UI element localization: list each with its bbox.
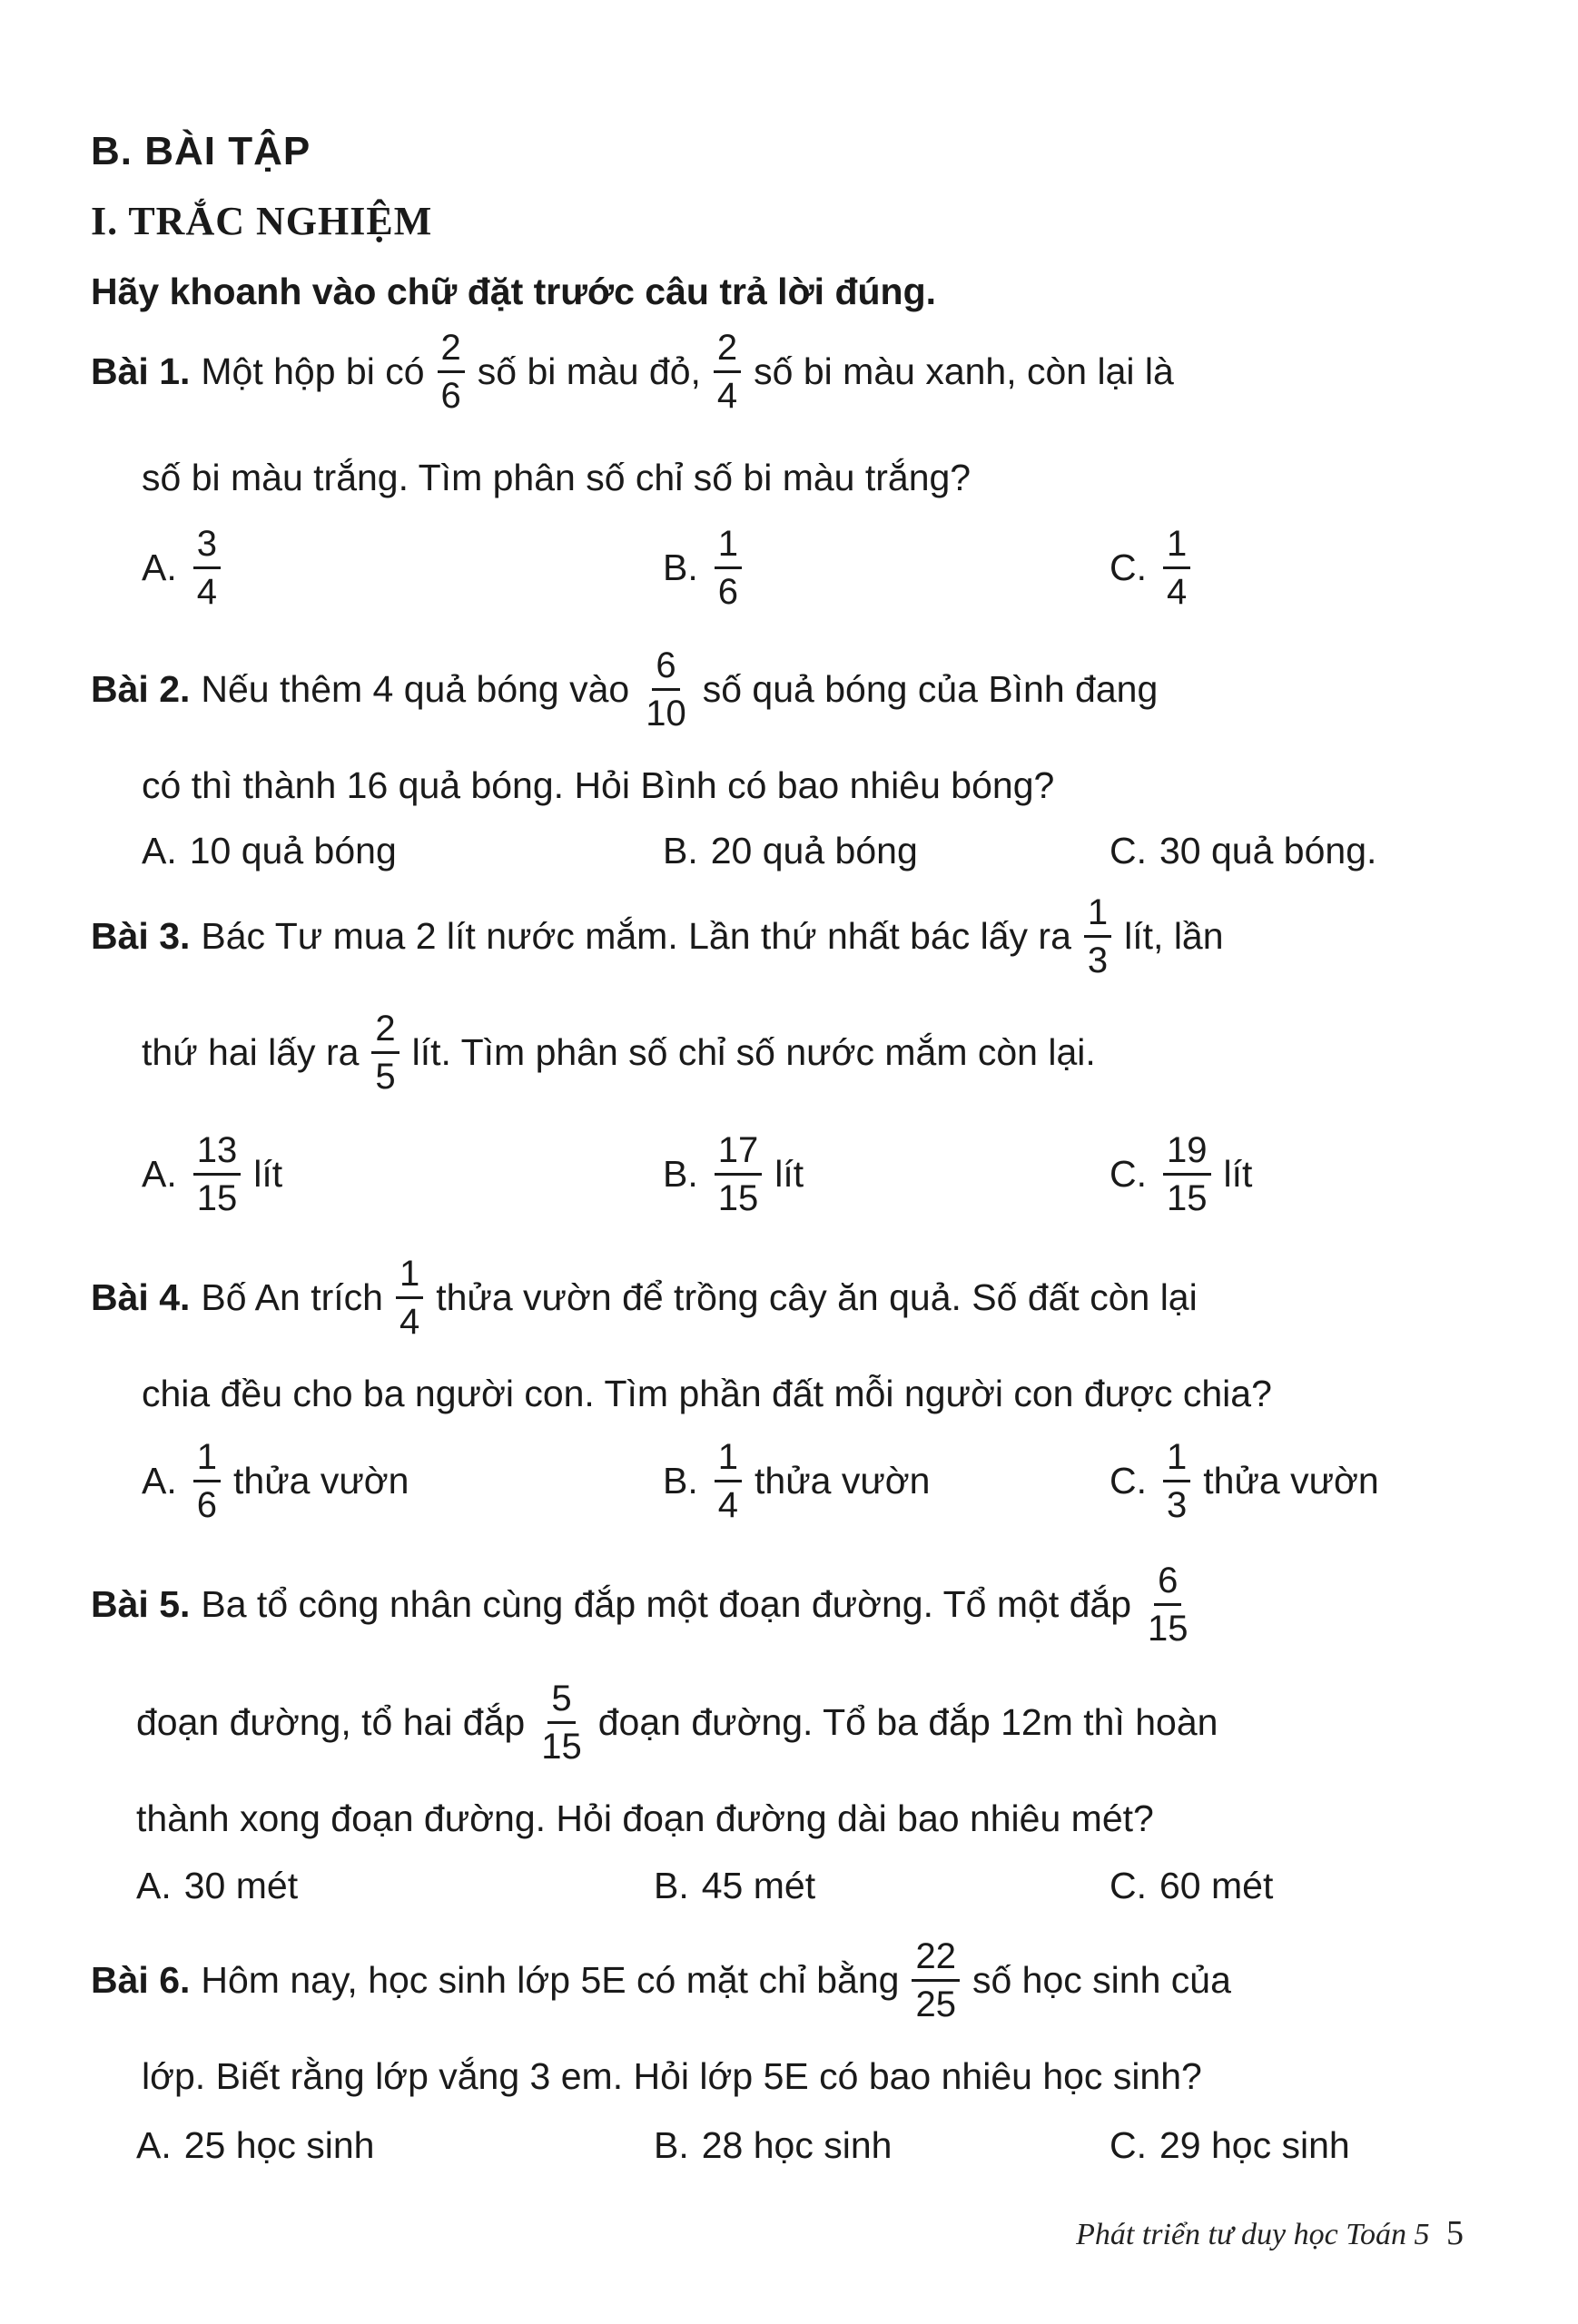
fraction: [1163, 525, 1190, 611]
problem-label: Bài 1.: [91, 350, 191, 392]
book-title: Phát triển tư duy học Toán 5: [1076, 2218, 1430, 2251]
option-letter: B.: [654, 2124, 689, 2166]
problem-text: lít, lần: [1124, 915, 1224, 957]
problem-3-line-1: [91, 893, 1224, 980]
problem-text: thửa vườn để trồng cây ăn quả. Số đất còn lại: [436, 1276, 1198, 1318]
option-a[interactable]: [136, 1865, 298, 1907]
fraction: [193, 1131, 242, 1217]
option-letter: C.: [1110, 830, 1147, 872]
fraction-denominator: 6: [196, 1485, 217, 1525]
fraction-denominator: 15: [1148, 1609, 1188, 1649]
fraction-numerator: 17: [715, 1131, 763, 1176]
option-a[interactable]: [136, 2124, 374, 2167]
page-footer: [1076, 2213, 1464, 2253]
option-letter: C.: [1110, 1153, 1147, 1195]
option-b[interactable]: [663, 830, 918, 872]
option-b[interactable]: [663, 525, 754, 611]
fraction: [1163, 1131, 1211, 1217]
option-letter: A.: [142, 547, 177, 588]
fraction-numerator: 5: [547, 1679, 575, 1724]
option-a[interactable]: [142, 1438, 409, 1524]
problem-label: Bài 3.: [91, 915, 191, 957]
problem-text: Một hộp bi có: [201, 350, 425, 392]
problem-text: Bố An trích: [201, 1276, 383, 1318]
problem-label: Bài 6.: [91, 1959, 191, 2001]
problem-2-line-1: [91, 646, 1158, 733]
fraction-denominator: 4: [399, 1302, 420, 1342]
fraction-denominator: 5: [375, 1057, 396, 1097]
problem-5-line-2: [136, 1679, 1218, 1766]
fraction-denominator: 15: [196, 1178, 238, 1218]
option-a[interactable]: [142, 830, 397, 872]
fraction-denominator: 4: [1167, 572, 1188, 612]
fraction-numerator: 1: [715, 1438, 742, 1482]
problem-2-line-2: có thì thành 16 quả bóng. Hỏi Bình có bao nhiêu bóng?: [142, 764, 1055, 806]
fraction: [371, 1009, 399, 1096]
fraction-denominator: 3: [1167, 1485, 1188, 1525]
fraction: [912, 1937, 960, 2024]
fraction: [715, 1438, 742, 1524]
problem-6-line-2: lớp. Biết rằng lớp vắng 3 em. Hỏi lớp 5E có bao nhiêu học sinh?: [142, 2055, 1202, 2097]
problem-text: số bi màu xanh, còn lại là: [754, 350, 1174, 392]
option-letter: A.: [142, 1460, 177, 1502]
option-text: 30 mét: [183, 1865, 299, 1906]
fraction-denominator: 4: [716, 376, 738, 416]
option-text: 28 học sinh: [701, 2124, 893, 2166]
option-letter: C.: [1110, 2124, 1147, 2166]
option-text: 20 quả bóng: [710, 830, 918, 872]
option-letter: B.: [663, 830, 698, 872]
problem-text: đoạn đường, tổ hai đắp: [136, 1701, 526, 1743]
option-b[interactable]: [654, 2124, 892, 2167]
option-c[interactable]: [1110, 1131, 1252, 1217]
fraction-numerator: 1: [1084, 893, 1111, 938]
fraction-numerator: 13: [193, 1131, 242, 1176]
fraction-denominator: 6: [440, 376, 461, 416]
fraction-numerator: 1: [1163, 525, 1190, 569]
option-a[interactable]: [142, 1131, 282, 1217]
fraction-numerator: 6: [1154, 1561, 1181, 1606]
problem-4-line-2: chia đều cho ba người con. Tìm phần đất mỗi người con được chia?: [142, 1373, 1272, 1414]
part-title: I. TRẮC NGHIỆM: [91, 199, 433, 243]
fraction-numerator: 22: [912, 1937, 960, 1982]
fraction: [1163, 1438, 1190, 1524]
option-letter: B.: [654, 1865, 689, 1906]
section-title: B. BÀI TẬP: [91, 129, 311, 173]
problem-label: Bài 2.: [91, 668, 191, 710]
option-b[interactable]: [654, 1865, 815, 1907]
problem-5-line-3: thành xong đoạn đường. Hỏi đoạn đường dài bao nhiêu mét?: [136, 1797, 1154, 1839]
fraction: [193, 1438, 221, 1524]
fraction-denominator: 4: [717, 1485, 738, 1525]
problem-text: số học sinh của: [971, 1959, 1231, 2001]
option-letter: A.: [142, 830, 177, 872]
problem-5-line-1: [91, 1561, 1205, 1648]
problem-4-line-1: [91, 1255, 1198, 1341]
page-number: 5: [1446, 2214, 1464, 2252]
option-unit: thửa vườn: [233, 1460, 409, 1502]
fraction: [642, 646, 690, 733]
option-letter: A.: [136, 1865, 172, 1906]
option-unit: thửa vườn: [1203, 1460, 1379, 1502]
fraction: [396, 1255, 423, 1341]
fraction: [1084, 893, 1111, 980]
fraction-denominator: 4: [196, 572, 217, 612]
problem-text: số quả bóng của Bình đang: [702, 668, 1159, 710]
fraction-denominator: 6: [717, 572, 738, 612]
fraction-denominator: 15: [541, 1727, 582, 1767]
fraction-numerator: 3: [193, 525, 221, 569]
problem-1-line-2: số bi màu trắng. Tìm phân số chỉ số bi màu trắng?: [142, 457, 971, 498]
option-letter: C.: [1110, 1865, 1147, 1906]
problem-label: Bài 4.: [91, 1276, 191, 1318]
instruction: Hãy khoanh vào chữ đặt trước câu trả lời đúng.: [91, 271, 937, 312]
fraction-numerator: 1: [396, 1255, 423, 1299]
option-letter: C.: [1110, 1460, 1147, 1502]
fraction: [438, 329, 465, 415]
problem-text: Hôm nay, học sinh lớp 5E có mặt chỉ bằng: [201, 1959, 900, 2001]
option-text: 10 quả bóng: [189, 830, 397, 872]
problem-text: Bác Tư mua 2 lít nước mắm. Lần thứ nhất bác lấy ra: [201, 915, 1071, 957]
fraction-numerator: 1: [193, 1438, 221, 1482]
option-unit: lít: [774, 1153, 804, 1195]
fraction: [715, 525, 742, 611]
option-c[interactable]: [1110, 1865, 1273, 1907]
option-text: 30 quả bóng.: [1159, 830, 1377, 872]
fraction: [715, 1131, 763, 1217]
option-unit: lít: [253, 1153, 283, 1195]
option-letter: A.: [136, 2124, 172, 2166]
problem-3-line-2: [142, 1009, 1096, 1096]
option-text: 25 học sinh: [183, 2124, 375, 2166]
option-c[interactable]: [1110, 2124, 1350, 2167]
option-unit: lít: [1223, 1153, 1253, 1195]
problem-text: Nếu thêm 4 quả bóng vào: [201, 668, 630, 710]
fraction-denominator: 3: [1087, 940, 1109, 980]
problem-text: Ba tổ công nhân cùng đắp một đoạn đường. Tổ một đắp: [201, 1583, 1132, 1625]
option-c[interactable]: [1110, 830, 1376, 872]
fraction: [538, 1679, 586, 1766]
option-text: 29 học sinh: [1159, 2124, 1350, 2166]
problem-text: số bi màu đỏ,: [477, 350, 701, 392]
option-b[interactable]: [663, 1438, 930, 1524]
fraction-numerator: 6: [652, 646, 679, 691]
problem-text: đoạn đường. Tổ ba đắp 12m thì hoàn: [597, 1701, 1218, 1743]
fraction-denominator: 10: [646, 694, 686, 734]
problem-label: Bài 5.: [91, 1583, 191, 1625]
problem-text: thứ hai lấy ra: [142, 1031, 360, 1073]
fraction-numerator: 1: [1163, 1438, 1190, 1482]
problem-1-line-1: [91, 329, 1174, 415]
problem-6-line-1: [91, 1937, 1231, 2024]
option-unit: thửa vườn: [754, 1460, 931, 1502]
problem-text: lít. Tìm phân số chỉ số nước mắm còn lại.: [411, 1031, 1096, 1073]
fraction: [193, 525, 221, 611]
option-letter: C.: [1110, 547, 1147, 588]
option-c[interactable]: [1110, 1438, 1379, 1524]
fraction-denominator: 15: [1167, 1178, 1208, 1218]
option-letter: B.: [663, 1153, 698, 1195]
option-letter: A.: [142, 1153, 177, 1195]
fraction-denominator: 15: [717, 1178, 759, 1218]
option-a[interactable]: [142, 525, 233, 611]
option-letter: B.: [663, 547, 698, 588]
fraction: [1144, 1561, 1192, 1648]
fraction-numerator: 2: [714, 329, 741, 373]
fraction: [714, 329, 741, 415]
fraction-numerator: 1: [715, 525, 742, 569]
fraction-numerator: 19: [1163, 1131, 1211, 1176]
option-letter: B.: [663, 1460, 698, 1502]
fraction-numerator: 2: [438, 329, 465, 373]
fraction-denominator: 25: [915, 1984, 956, 2024]
option-text: 45 mét: [701, 1865, 816, 1906]
option-b[interactable]: [663, 1131, 804, 1217]
fraction-numerator: 2: [371, 1009, 399, 1054]
option-text: 60 mét: [1159, 1865, 1274, 1906]
option-c[interactable]: [1110, 525, 1203, 611]
